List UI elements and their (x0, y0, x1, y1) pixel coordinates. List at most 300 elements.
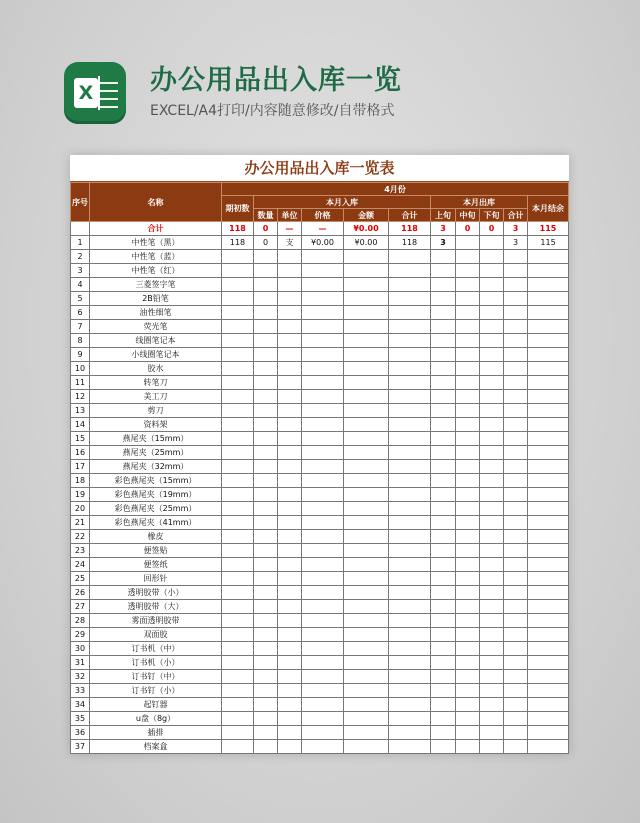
cell-late[interactable] (480, 236, 504, 250)
cell-early[interactable] (431, 390, 456, 404)
cell-amount[interactable] (344, 474, 389, 488)
cell-qty[interactable] (254, 698, 278, 712)
cell-price[interactable] (302, 726, 344, 740)
cell-out-total[interactable] (504, 600, 528, 614)
cell-qty[interactable] (254, 740, 278, 754)
cell-qty[interactable] (254, 460, 278, 474)
cell-early[interactable] (431, 614, 456, 628)
cell-mid[interactable] (456, 712, 480, 726)
cell-opening[interactable] (222, 376, 254, 390)
cell-mid[interactable] (456, 474, 480, 488)
cell-closing[interactable] (528, 488, 569, 502)
cell-no[interactable]: 31 (71, 656, 90, 670)
cell-closing[interactable] (528, 264, 569, 278)
cell-no[interactable]: 19 (71, 488, 90, 502)
cell-name[interactable]: 三菱签字笔 (90, 278, 222, 292)
cell-late[interactable] (480, 320, 504, 334)
cell-early[interactable] (431, 432, 456, 446)
cell-closing[interactable] (528, 306, 569, 320)
cell-amount[interactable] (344, 530, 389, 544)
cell-out-total[interactable] (504, 348, 528, 362)
cell-price[interactable] (302, 348, 344, 362)
cell-name[interactable]: 订书钉（中） (90, 670, 222, 684)
cell-out-total[interactable] (504, 292, 528, 306)
cell-late[interactable] (480, 460, 504, 474)
cell-amount[interactable] (344, 334, 389, 348)
cell-late[interactable] (480, 404, 504, 418)
cell-opening[interactable] (222, 530, 254, 544)
cell-unit[interactable] (278, 614, 302, 628)
cell-in-total[interactable] (389, 250, 431, 264)
cell-price[interactable] (302, 642, 344, 656)
cell-unit[interactable] (278, 712, 302, 726)
cell-late[interactable] (480, 586, 504, 600)
cell-no[interactable]: 3 (71, 264, 90, 278)
cell-no[interactable]: 15 (71, 432, 90, 446)
cell-early[interactable] (431, 348, 456, 362)
cell-opening[interactable] (222, 726, 254, 740)
cell-late[interactable] (480, 264, 504, 278)
cell-in-total[interactable] (389, 670, 431, 684)
cell-name[interactable]: 剪刀 (90, 404, 222, 418)
cell-name[interactable]: 美工刀 (90, 390, 222, 404)
cell-unit[interactable] (278, 516, 302, 530)
cell-early[interactable] (431, 404, 456, 418)
cell-name[interactable]: 档案盒 (90, 740, 222, 754)
cell-name[interactable]: 订书钉（小） (90, 684, 222, 698)
cell-name[interactable]: 中性笔（红） (90, 264, 222, 278)
cell-closing[interactable]: 115 (528, 236, 569, 250)
cell-out-total[interactable] (504, 488, 528, 502)
cell-price[interactable] (302, 306, 344, 320)
cell-late[interactable] (480, 488, 504, 502)
cell-amount[interactable] (344, 712, 389, 726)
cell-in-total[interactable] (389, 586, 431, 600)
cell-amount[interactable] (344, 376, 389, 390)
cell-price[interactable] (302, 474, 344, 488)
cell-amount[interactable] (344, 586, 389, 600)
cell-early[interactable] (431, 726, 456, 740)
cell-out-total[interactable] (504, 572, 528, 586)
cell-opening[interactable]: 118 (222, 236, 254, 250)
cell-late[interactable] (480, 544, 504, 558)
cell-name[interactable]: 2B铅笔 (90, 292, 222, 306)
cell-qty[interactable] (254, 390, 278, 404)
cell-unit[interactable] (278, 600, 302, 614)
cell-name[interactable]: 彩色燕尾夹（25mm） (90, 502, 222, 516)
cell-amount[interactable] (344, 418, 389, 432)
cell-late[interactable] (480, 292, 504, 306)
cell-early[interactable] (431, 530, 456, 544)
cell-opening[interactable] (222, 292, 254, 306)
cell-in-total[interactable] (389, 418, 431, 432)
cell-early[interactable] (431, 698, 456, 712)
cell-name[interactable]: 订书机（小） (90, 656, 222, 670)
cell-mid[interactable] (456, 292, 480, 306)
cell-mid[interactable] (456, 264, 480, 278)
cell-qty[interactable] (254, 264, 278, 278)
cell-opening[interactable] (222, 572, 254, 586)
cell-late[interactable] (480, 418, 504, 432)
cell-amount[interactable] (344, 460, 389, 474)
cell-price[interactable] (302, 740, 344, 754)
cell-amount[interactable] (344, 390, 389, 404)
cell-no[interactable]: 22 (71, 530, 90, 544)
cell-unit[interactable] (278, 320, 302, 334)
cell-closing[interactable] (528, 390, 569, 404)
cell-no[interactable]: 34 (71, 698, 90, 712)
cell-late[interactable] (480, 740, 504, 754)
cell-mid[interactable] (456, 404, 480, 418)
cell-in-total[interactable] (389, 530, 431, 544)
cell-in-total[interactable] (389, 544, 431, 558)
cell-amount[interactable] (344, 544, 389, 558)
cell-no[interactable]: 37 (71, 740, 90, 754)
cell-name[interactable]: 彩色燕尾夹（41mm） (90, 516, 222, 530)
cell-name[interactable]: 线圈笔记本 (90, 334, 222, 348)
cell-in-total[interactable] (389, 362, 431, 376)
cell-mid[interactable] (456, 236, 480, 250)
cell-qty[interactable] (254, 572, 278, 586)
cell-early[interactable] (431, 670, 456, 684)
cell-closing[interactable] (528, 586, 569, 600)
cell-closing[interactable] (528, 474, 569, 488)
cell-opening[interactable] (222, 432, 254, 446)
cell-out-total[interactable] (504, 670, 528, 684)
cell-mid[interactable] (456, 614, 480, 628)
cell-amount[interactable] (344, 628, 389, 642)
cell-unit[interactable] (278, 572, 302, 586)
cell-unit[interactable] (278, 362, 302, 376)
cell-price[interactable] (302, 656, 344, 670)
cell-name[interactable]: 胶水 (90, 362, 222, 376)
cell-out-total[interactable] (504, 698, 528, 712)
cell-early[interactable] (431, 418, 456, 432)
cell-out-total[interactable] (504, 334, 528, 348)
cell-opening[interactable] (222, 614, 254, 628)
cell-late[interactable] (480, 656, 504, 670)
cell-in-total[interactable] (389, 642, 431, 656)
cell-mid[interactable] (456, 418, 480, 432)
cell-unit[interactable] (278, 586, 302, 600)
cell-mid[interactable] (456, 684, 480, 698)
cell-price[interactable] (302, 432, 344, 446)
cell-late[interactable] (480, 516, 504, 530)
cell-unit[interactable] (278, 460, 302, 474)
cell-no[interactable]: 32 (71, 670, 90, 684)
cell-late[interactable] (480, 362, 504, 376)
cell-price[interactable] (302, 418, 344, 432)
cell-amount[interactable] (344, 362, 389, 376)
cell-in-total[interactable] (389, 628, 431, 642)
cell-closing[interactable] (528, 684, 569, 698)
cell-price[interactable] (302, 488, 344, 502)
cell-qty[interactable] (254, 418, 278, 432)
cell-early[interactable] (431, 376, 456, 390)
cell-out-total[interactable] (504, 642, 528, 656)
cell-name[interactable]: 小线圈笔记本 (90, 348, 222, 362)
cell-amount[interactable] (344, 614, 389, 628)
cell-opening[interactable] (222, 250, 254, 264)
cell-opening[interactable] (222, 558, 254, 572)
cell-unit[interactable] (278, 740, 302, 754)
cell-mid[interactable] (456, 460, 480, 474)
cell-price[interactable] (302, 460, 344, 474)
cell-in-total[interactable] (389, 404, 431, 418)
cell-opening[interactable] (222, 642, 254, 656)
cell-amount[interactable] (344, 320, 389, 334)
cell-price[interactable] (302, 516, 344, 530)
cell-in-total[interactable] (389, 278, 431, 292)
cell-qty[interactable] (254, 516, 278, 530)
cell-closing[interactable] (528, 250, 569, 264)
cell-in-total[interactable] (389, 460, 431, 474)
cell-out-total[interactable] (504, 614, 528, 628)
cell-name[interactable]: 燕尾夹（25mm） (90, 446, 222, 460)
cell-qty[interactable] (254, 306, 278, 320)
cell-price[interactable] (302, 446, 344, 460)
cell-no[interactable]: 24 (71, 558, 90, 572)
cell-closing[interactable] (528, 712, 569, 726)
cell-unit[interactable] (278, 502, 302, 516)
cell-opening[interactable] (222, 516, 254, 530)
cell-name[interactable]: 油性细笔 (90, 306, 222, 320)
cell-in-total[interactable] (389, 516, 431, 530)
cell-early[interactable] (431, 292, 456, 306)
cell-price[interactable] (302, 390, 344, 404)
cell-early[interactable] (431, 572, 456, 586)
cell-qty[interactable] (254, 712, 278, 726)
cell-no[interactable]: 6 (71, 306, 90, 320)
cell-closing[interactable] (528, 656, 569, 670)
cell-mid[interactable] (456, 488, 480, 502)
cell-out-total[interactable] (504, 516, 528, 530)
cell-amount[interactable] (344, 250, 389, 264)
cell-early[interactable] (431, 278, 456, 292)
cell-late[interactable] (480, 334, 504, 348)
cell-in-total[interactable] (389, 474, 431, 488)
cell-late[interactable] (480, 390, 504, 404)
cell-qty[interactable] (254, 320, 278, 334)
cell-mid[interactable] (456, 698, 480, 712)
cell-opening[interactable] (222, 320, 254, 334)
cell-in-total[interactable] (389, 600, 431, 614)
cell-closing[interactable] (528, 278, 569, 292)
cell-no[interactable]: 10 (71, 362, 90, 376)
cell-qty[interactable] (254, 628, 278, 642)
cell-closing[interactable] (528, 348, 569, 362)
cell-no[interactable]: 17 (71, 460, 90, 474)
cell-qty[interactable] (254, 642, 278, 656)
cell-amount[interactable] (344, 432, 389, 446)
cell-out-total[interactable] (504, 362, 528, 376)
cell-early[interactable] (431, 600, 456, 614)
cell-late[interactable] (480, 684, 504, 698)
cell-price[interactable] (302, 334, 344, 348)
cell-qty[interactable] (254, 278, 278, 292)
cell-no[interactable]: 33 (71, 684, 90, 698)
cell-name[interactable]: 转笔刀 (90, 376, 222, 390)
cell-in-total[interactable] (389, 656, 431, 670)
cell-closing[interactable] (528, 376, 569, 390)
cell-amount[interactable] (344, 488, 389, 502)
cell-no[interactable]: 5 (71, 292, 90, 306)
cell-late[interactable] (480, 614, 504, 628)
cell-price[interactable] (302, 530, 344, 544)
cell-closing[interactable] (528, 516, 569, 530)
cell-name[interactable]: 起钉器 (90, 698, 222, 712)
cell-name[interactable]: 燕尾夹（32mm） (90, 460, 222, 474)
cell-early[interactable] (431, 306, 456, 320)
cell-unit[interactable] (278, 656, 302, 670)
cell-early[interactable] (431, 544, 456, 558)
cell-unit[interactable] (278, 292, 302, 306)
cell-unit[interactable] (278, 628, 302, 642)
cell-name[interactable]: 彩色燕尾夹（15mm） (90, 474, 222, 488)
cell-amount[interactable] (344, 264, 389, 278)
cell-in-total[interactable] (389, 264, 431, 278)
cell-unit[interactable] (278, 376, 302, 390)
cell-closing[interactable] (528, 558, 569, 572)
cell-amount[interactable] (344, 572, 389, 586)
cell-qty[interactable] (254, 376, 278, 390)
cell-price[interactable] (302, 600, 344, 614)
cell-price[interactable] (302, 320, 344, 334)
cell-early[interactable] (431, 250, 456, 264)
cell-qty[interactable] (254, 292, 278, 306)
cell-mid[interactable] (456, 740, 480, 754)
cell-mid[interactable] (456, 446, 480, 460)
cell-qty[interactable] (254, 404, 278, 418)
cell-mid[interactable] (456, 586, 480, 600)
cell-late[interactable] (480, 698, 504, 712)
cell-name[interactable]: 彩色燕尾夹（19mm） (90, 488, 222, 502)
cell-no[interactable]: 14 (71, 418, 90, 432)
cell-opening[interactable] (222, 404, 254, 418)
cell-early[interactable] (431, 362, 456, 376)
cell-opening[interactable] (222, 334, 254, 348)
cell-closing[interactable] (528, 628, 569, 642)
cell-unit[interactable] (278, 390, 302, 404)
cell-price[interactable] (302, 404, 344, 418)
cell-unit[interactable]: 支 (278, 236, 302, 250)
cell-price[interactable] (302, 502, 344, 516)
cell-late[interactable] (480, 530, 504, 544)
cell-mid[interactable] (456, 390, 480, 404)
cell-late[interactable] (480, 502, 504, 516)
cell-qty[interactable] (254, 670, 278, 684)
cell-opening[interactable] (222, 446, 254, 460)
cell-out-total[interactable] (504, 278, 528, 292)
cell-mid[interactable] (456, 432, 480, 446)
cell-no[interactable]: 35 (71, 712, 90, 726)
cell-closing[interactable] (528, 502, 569, 516)
cell-name[interactable]: u盘（8g） (90, 712, 222, 726)
cell-name[interactable]: 燕尾夹（15mm） (90, 432, 222, 446)
cell-early[interactable] (431, 740, 456, 754)
cell-amount[interactable] (344, 684, 389, 698)
cell-qty[interactable] (254, 502, 278, 516)
cell-in-total[interactable] (389, 320, 431, 334)
cell-mid[interactable] (456, 642, 480, 656)
cell-in-total[interactable] (389, 334, 431, 348)
cell-name[interactable]: 中性笔（黑） (90, 236, 222, 250)
cell-in-total[interactable] (389, 446, 431, 460)
cell-late[interactable] (480, 376, 504, 390)
cell-late[interactable] (480, 558, 504, 572)
cell-out-total[interactable] (504, 404, 528, 418)
cell-name[interactable]: 荧光笔 (90, 320, 222, 334)
cell-no[interactable]: 23 (71, 544, 90, 558)
cell-opening[interactable] (222, 418, 254, 432)
cell-mid[interactable] (456, 320, 480, 334)
cell-unit[interactable] (278, 726, 302, 740)
cell-mid[interactable] (456, 334, 480, 348)
cell-closing[interactable] (528, 460, 569, 474)
cell-opening[interactable] (222, 656, 254, 670)
cell-qty[interactable] (254, 334, 278, 348)
cell-unit[interactable] (278, 684, 302, 698)
cell-closing[interactable] (528, 418, 569, 432)
cell-qty[interactable] (254, 614, 278, 628)
cell-late[interactable] (480, 278, 504, 292)
cell-late[interactable] (480, 306, 504, 320)
cell-mid[interactable] (456, 376, 480, 390)
cell-amount[interactable] (344, 516, 389, 530)
cell-no[interactable]: 8 (71, 334, 90, 348)
cell-no[interactable]: 30 (71, 642, 90, 656)
cell-late[interactable] (480, 642, 504, 656)
cell-opening[interactable] (222, 586, 254, 600)
cell-out-total[interactable] (504, 684, 528, 698)
cell-mid[interactable] (456, 572, 480, 586)
cell-early[interactable] (431, 628, 456, 642)
cell-in-total[interactable] (389, 376, 431, 390)
cell-qty[interactable] (254, 600, 278, 614)
cell-out-total[interactable] (504, 712, 528, 726)
cell-out-total[interactable] (504, 558, 528, 572)
cell-out-total[interactable] (504, 264, 528, 278)
cell-name[interactable]: 双面胶 (90, 628, 222, 642)
cell-qty[interactable] (254, 558, 278, 572)
cell-opening[interactable] (222, 348, 254, 362)
cell-closing[interactable] (528, 726, 569, 740)
cell-name[interactable]: 橡皮 (90, 530, 222, 544)
cell-no[interactable]: 4 (71, 278, 90, 292)
cell-unit[interactable] (278, 334, 302, 348)
cell-amount[interactable] (344, 642, 389, 656)
cell-closing[interactable] (528, 320, 569, 334)
cell-in-total[interactable] (389, 390, 431, 404)
cell-closing[interactable] (528, 572, 569, 586)
cell-early[interactable] (431, 642, 456, 656)
cell-price[interactable] (302, 586, 344, 600)
cell-late[interactable] (480, 474, 504, 488)
cell-out-total[interactable] (504, 306, 528, 320)
cell-amount[interactable] (344, 558, 389, 572)
cell-late[interactable] (480, 600, 504, 614)
cell-late[interactable] (480, 446, 504, 460)
cell-out-total[interactable]: 3 (504, 236, 528, 250)
cell-in-total[interactable] (389, 726, 431, 740)
cell-opening[interactable] (222, 544, 254, 558)
cell-early[interactable] (431, 558, 456, 572)
cell-qty[interactable] (254, 586, 278, 600)
cell-mid[interactable] (456, 600, 480, 614)
cell-out-total[interactable] (504, 586, 528, 600)
cell-early[interactable] (431, 474, 456, 488)
cell-unit[interactable] (278, 488, 302, 502)
